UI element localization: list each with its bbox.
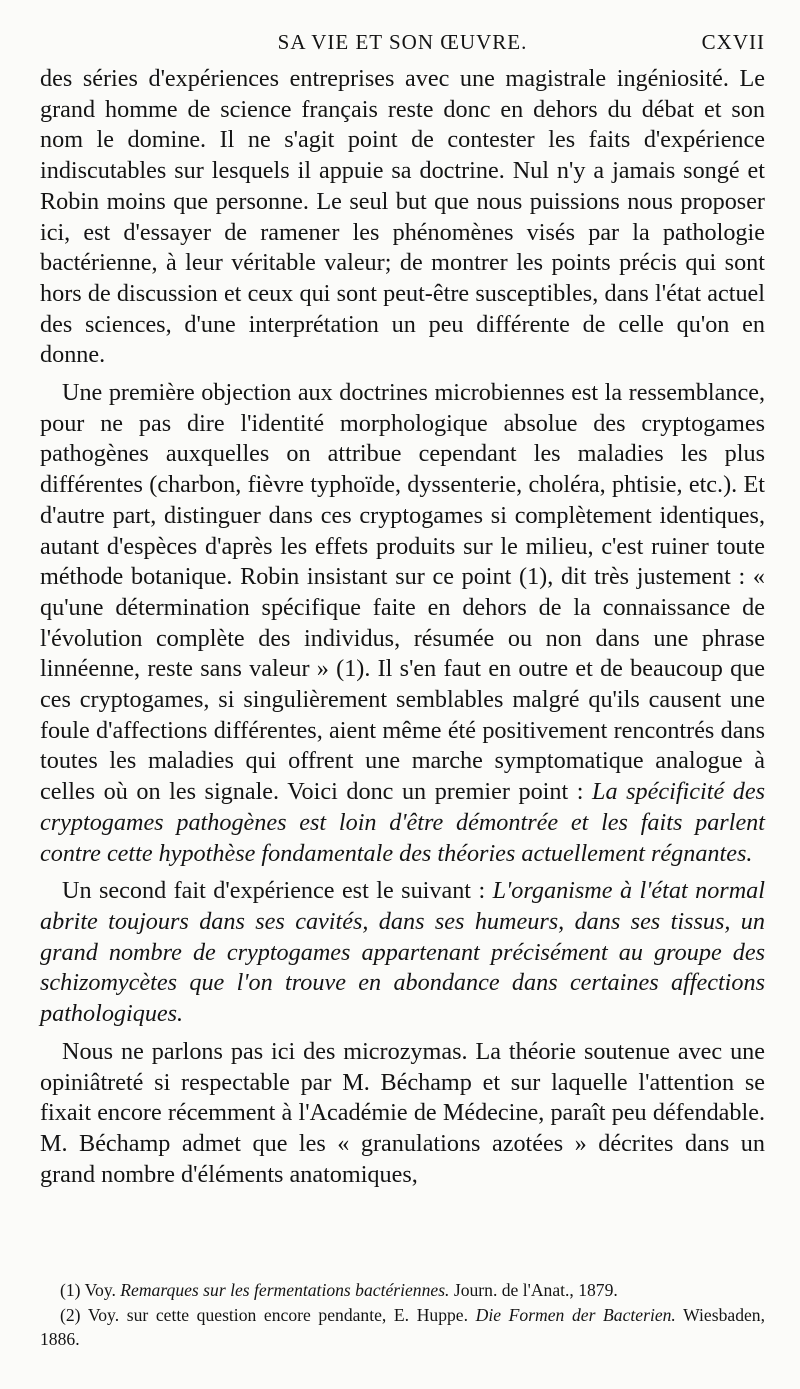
paragraph [40,378,765,869]
paragraph [40,1037,765,1191]
body-text [40,64,765,1190]
italic-text-run: L'organisme à l'état normal abrite toujours dans ses cavités, dans ses humeurs, dans ses tissus, un grand nombre de cryptogames appartenant précisément au groupe des schizomycètes que l'on trouve en abondance dans certaines affections pathologiques. [40,877,765,1028]
italic-text-run: Remarques sur les fermentations bactériennes. [120,1280,450,1300]
text-run: des séries d'expériences entreprises avec une magistrale ingéniosité. Le grand homme de science français reste donc en dehors du débat et son nom le domine. Il ne s'agit point de contester les faits d'expérience indiscutables sur lesquels il appuie sa doctrine. Nul n'y a jamais songé et Robin moins que personne. Le seul but que nous puissions nous proposer ici, est d'essayer de ramener les phénomènes visés par la pathologie bactérienne, à leur véritable valeur; de montrer les points précis qui sont hors de discussion et ceux qui sont peut-être susceptibles, dans l'état actuel des sciences, d'une interprétation un peu différente de celle qu'on en donne. [40,65,765,369]
page-number: CXVII [701,30,765,54]
italic-text-run: Die Formen der Bacterien. [475,1304,676,1325]
text-run: Wiesbaden, 1886. [40,1304,765,1349]
footnote [40,1303,765,1352]
text-run: Journ. de l'Anat., 1879. [449,1280,618,1300]
text-run: (1) Voy. [60,1280,121,1300]
book-page [40,30,765,1190]
footnotes [40,1278,765,1352]
footnote [40,1278,765,1303]
text-run: (2) Voy. sur cette question encore pendante, E. Huppe. [60,1304,476,1325]
paragraph [40,64,765,371]
text-run: Une première objection aux doctrines microbiennes est la ressemblance, pour ne pas dire l'identité morphologique absolue des cryptogames pathogènes auxquelles on attribue cependant les maladies les plus différentes (charbon, fièvre typhoïde, dyssenterie, choléra, phtisie, etc.). Et d'autre part, distinguer dans ces cryptogames si complètement identiques, autant d'espèces d'après les effets produits sur le milieu, c'est ruiner toute méthode botanique. Robin insistant sur ce point (1), dit très justement : « qu'une détermination spécifique faite en dehors de la connaissance de l'évolution complète des individus, résumée ou non dans une phrase linnéenne, reste sans valeur » (1). Il s'en faut en outre et de beaucoup que ces cryptogames, si singulièrement semblables malgré qu'ils causent une foule d'affections différentes, aient même été positivement rencontrés dans toutes les maladies qui offrent une marche symptomatique analogue à celles où on les signale. Voici donc un premier point : [40,379,765,806]
running-title: SA VIE ET SON ŒUVRE. [277,30,528,54]
text-run: Nous ne parlons pas ici des microzymas. La théorie soutenue avec une opiniâtreté si respectable par M. Béchamp et sur laquelle l'attention se fixait encore récemment à l'Académie de Médecine, paraît peu défendable. M. Béchamp admet que les « granulations azotées » décrites dans un grand nombre d'éléments anatomiques, [40,1037,765,1188]
page-header [40,30,765,64]
text-run: Un second fait d'expérience est le suivant : [62,877,493,905]
italic-text-run: La spécificité des cryptogames pathogènes est loin d'être démontrée et les faits parlent contre cette hypothèse fondamentale des théories actuellement régnantes. [40,778,765,867]
paragraph [40,876,765,1030]
